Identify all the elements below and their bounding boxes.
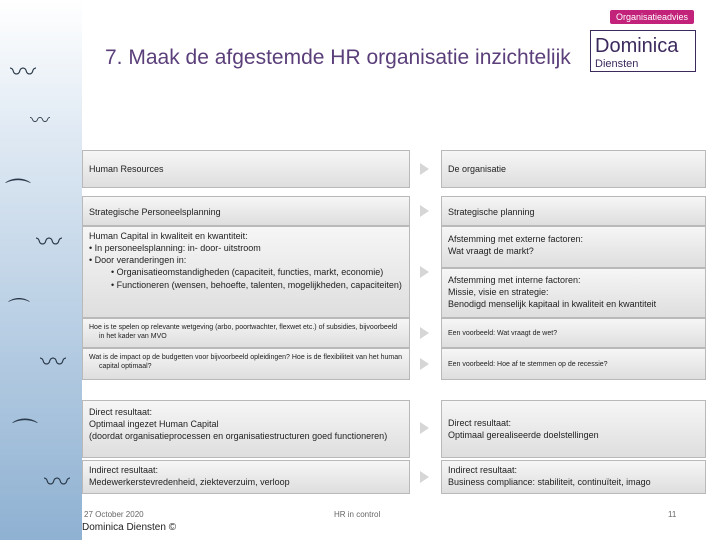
arrow-icon bbox=[420, 422, 429, 434]
right-header-box bbox=[441, 150, 706, 188]
left-indirect-title: Indirect resultaat: bbox=[89, 465, 159, 475]
arrow-icon bbox=[420, 471, 429, 483]
bird-icon: 〰 bbox=[44, 468, 71, 498]
left-header-label: Human Resources bbox=[89, 164, 164, 174]
right-external-box bbox=[441, 226, 706, 268]
right-header-label: De organisatie bbox=[448, 164, 507, 174]
right-example-2-box bbox=[441, 348, 706, 380]
left-direct-title: Direct resultaat: bbox=[89, 407, 153, 417]
arrow-icon bbox=[420, 266, 429, 278]
example-2-text: Een voorbeeld: Hoe af te stemmen op de recessie? bbox=[448, 361, 608, 368]
right-planning-box bbox=[441, 196, 706, 226]
right-direct-title: Direct resultaat: bbox=[448, 418, 512, 428]
bird-icon: 〰 bbox=[30, 108, 50, 132]
left-planning-box bbox=[82, 196, 410, 226]
bird-icon: ⌒ bbox=[8, 298, 31, 323]
bird-icon: 〰 bbox=[10, 58, 37, 88]
internal-title: Afstemming met interne factoren: bbox=[448, 275, 581, 285]
capital-line-1: • In personeelsplanning: in- door- uitstroom bbox=[89, 243, 261, 254]
left-direct-line-1: Optimaal ingezet Human Capital bbox=[89, 419, 219, 430]
right-internal-box bbox=[441, 268, 706, 318]
external-line: Wat vraagt de markt? bbox=[448, 246, 534, 257]
example-1-text: Een voorbeeld: Wat vraagt de wet? bbox=[448, 330, 558, 337]
left-header-box bbox=[82, 150, 410, 188]
external-title: Afstemming met externe factoren: bbox=[448, 234, 584, 244]
page-title: 7. Maak de afgestemde HR organisatie inzichtelijk bbox=[105, 46, 571, 69]
bird-icon: ⌒ bbox=[12, 418, 39, 448]
logo-sub: Diensten bbox=[595, 58, 639, 70]
arrow-icon bbox=[420, 358, 429, 370]
bird-icon: 〰 bbox=[36, 228, 63, 258]
left-direct-box bbox=[82, 400, 410, 458]
right-indirect-box bbox=[441, 460, 706, 494]
left-planning-label: Strategische Personeelsplanning bbox=[89, 207, 221, 217]
right-indirect-title: Indirect resultaat: bbox=[448, 465, 518, 475]
capital-sub-2: • Functioneren (wensen, behoefte, talenten, mogelijkheden, capaciteiten) bbox=[111, 279, 402, 290]
right-indirect-line: Business compliance: stabiliteit, continuïteit, imago bbox=[448, 477, 651, 488]
footer-page-number: 11 bbox=[668, 510, 677, 519]
left-indirect-line: Medewerkerstevredenheid, ziekteverzuim, verloop bbox=[89, 477, 290, 488]
right-example-1-box bbox=[441, 318, 706, 348]
bird-icon: ⌒ bbox=[5, 178, 32, 208]
capital-sub-1: • Organisatieomstandigheden (capaciteit, functies, markt, economie) bbox=[111, 267, 384, 278]
footer-date: 27 October 2020 bbox=[84, 510, 144, 519]
left-indirect-box bbox=[82, 460, 410, 494]
logo-tag: Organisatieadvies bbox=[610, 10, 694, 24]
company-logo bbox=[568, 8, 698, 74]
internal-line-2: Benodigd menselijk kapitaal in kwaliteit en kwantiteit bbox=[448, 299, 657, 310]
budget-text: Wat is de impact op de budgetten voor bijvoorbeeld opleidingen? Hoe is de flexibiliteit van het human capital optimaal? bbox=[89, 354, 402, 371]
footer-center: HR in control bbox=[334, 510, 381, 519]
background-sky-image bbox=[0, 0, 82, 540]
logo-box bbox=[590, 30, 696, 72]
capital-line-2: • Door veranderingen in: bbox=[89, 255, 187, 266]
arrow-icon bbox=[420, 205, 429, 217]
internal-line-1: Missie, visie en strategie: bbox=[448, 287, 549, 298]
logo-name: Dominica bbox=[595, 35, 679, 57]
arrow-icon bbox=[420, 327, 429, 339]
arrow-icon bbox=[420, 163, 429, 175]
bird-icon: 〰 bbox=[40, 348, 67, 378]
left-capital-box bbox=[82, 226, 410, 318]
footer-company: Dominica Diensten © bbox=[82, 522, 177, 533]
left-legislation-box bbox=[82, 318, 410, 348]
legislation-text: Hoe is te spelen op relevante wetgeving (arbo, poortwachter, flexwet etc.) of subsidies, bijvoorbeeld in het kader van MVO bbox=[89, 324, 398, 341]
right-planning-label: Strategische planning bbox=[448, 207, 535, 217]
left-direct-line-2: (doordat organisatieprocessen en organisatiestructuren goed functioneren) bbox=[89, 431, 388, 442]
right-direct-box bbox=[441, 400, 706, 458]
right-direct-line: Optimaal gerealiseerde doelstellingen bbox=[448, 430, 599, 441]
left-budget-box bbox=[82, 348, 410, 380]
capital-title: Human Capital in kwaliteit en kwantiteit: bbox=[89, 231, 248, 241]
